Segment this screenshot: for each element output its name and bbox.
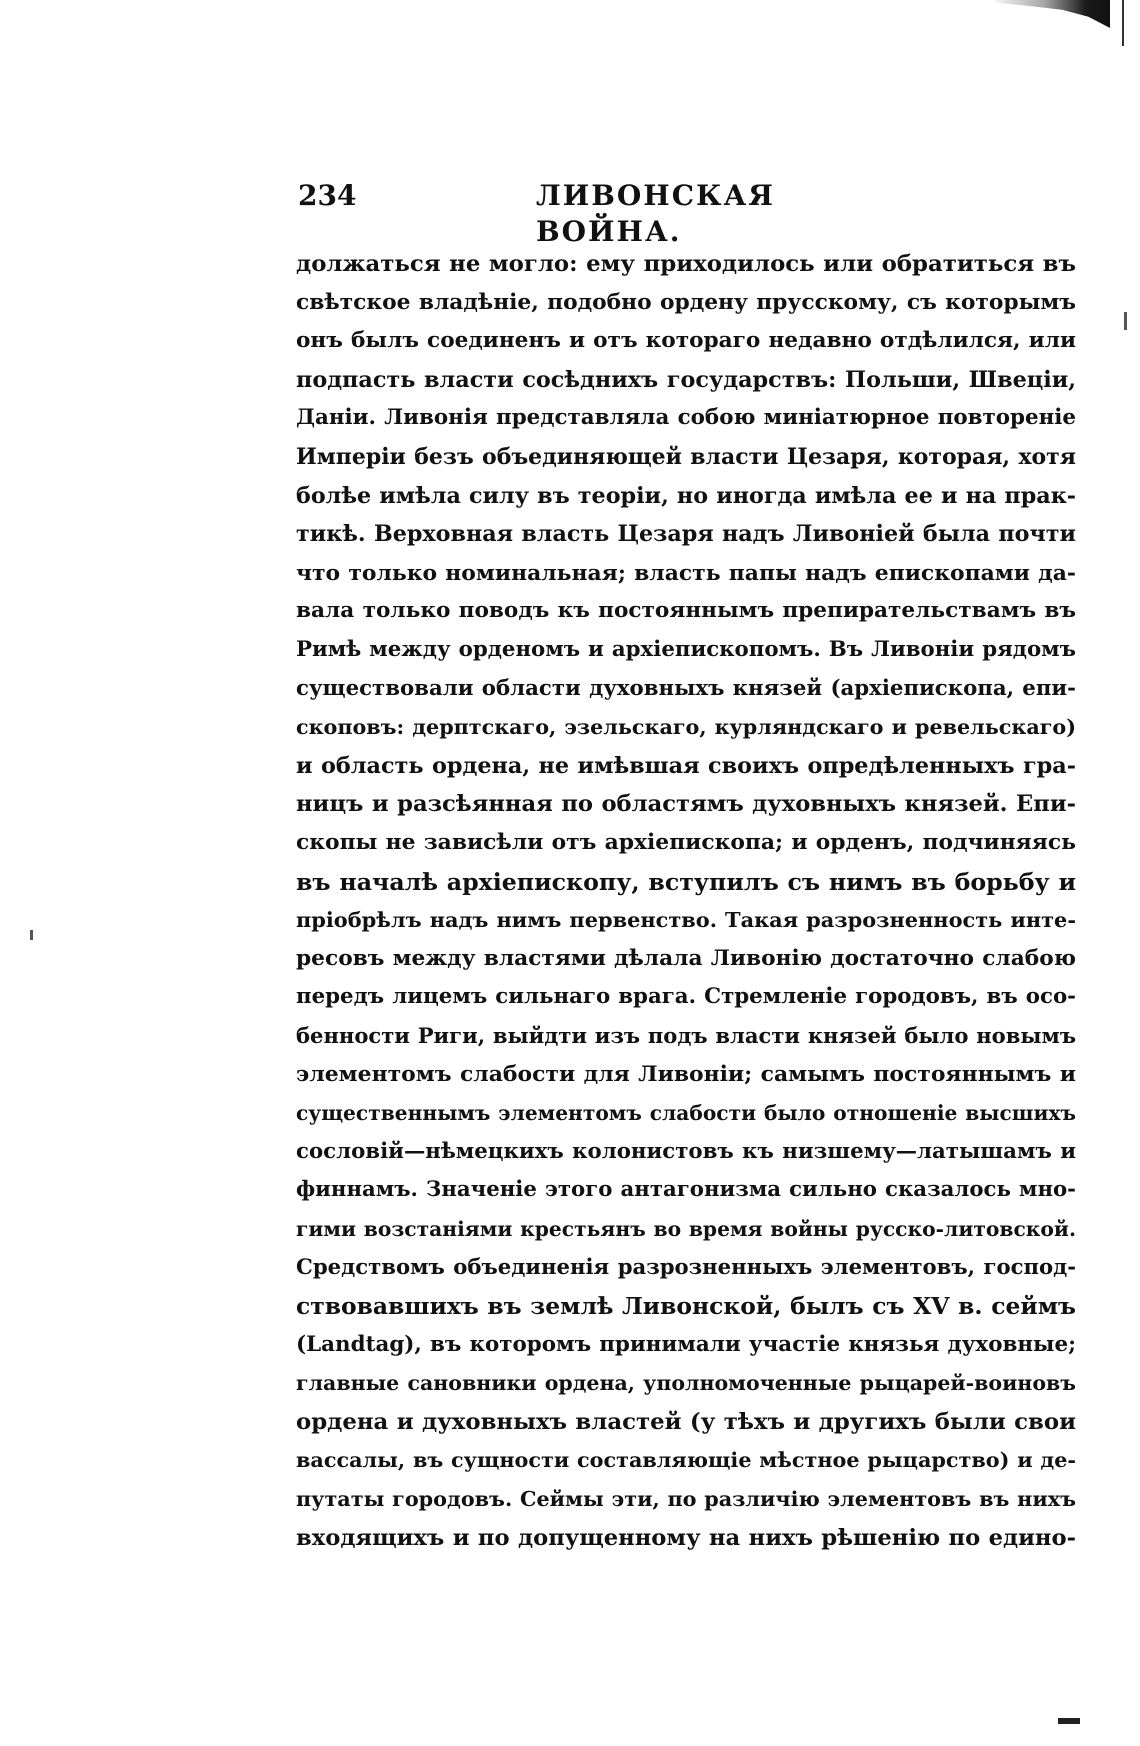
text-line: скоповъ: дерптскаго, эзельскаго, курляндскаго и ревельскаго) <box>296 715 1076 740</box>
scan-artifact <box>1058 1718 1080 1724</box>
text-line: передъ лицемъ сильнаго врага. Стремленіе городовъ, въ осо- <box>296 984 1076 1010</box>
page-number: 234 <box>298 179 357 212</box>
text-line: пріобрѣлъ надъ нимъ первенство. Такая разрозненность инте- <box>296 907 1076 933</box>
page-header <box>298 178 798 248</box>
text-line: свѣтское владѣніе, подобно ордену прусскому, съ которымъ <box>296 289 1076 315</box>
text-line: путаты городовъ. Сеймы эти, по различію элементовъ въ нихъ <box>296 1487 1076 1511</box>
text-line: должаться не могло: ему приходилось или обратиться въ <box>296 251 1076 277</box>
text-line: Имперіи безъ объединяющей власти Цезаря, которая, хотя <box>296 443 1076 470</box>
text-line: Римѣ между орденомъ и архіепископомъ. Въ Ливоніи рядомъ <box>296 636 1076 662</box>
text-line: въ началѣ архіепископу, вступилъ съ нимъ въ борьбу и <box>296 867 1076 896</box>
text-line: существеннымъ элементомъ слабости было отношеніе высшихъ <box>296 1101 1076 1126</box>
running-head: ЛИВОНСКАЯ ВОЙНА. <box>536 179 775 248</box>
text-line: и область ордена, не имѣвшая своихъ опредѣленныхъ гра- <box>296 752 1076 779</box>
scan-speck <box>30 930 33 940</box>
text-line: что только номинальная; власть папы надъ епископами да- <box>296 559 1076 586</box>
text-line: болѣе имѣла силу въ теоріи, но иногда имѣла ее и на прак- <box>296 482 1076 509</box>
text-line: скопы не зависѣли отъ архіепископа; и орденъ, подчиняясь <box>296 829 1076 855</box>
text-line: бенности Риги, выйдти изъ подъ власти князей было новымъ <box>296 1022 1076 1048</box>
text-line: вала только поводъ къ постояннымъ препирательствамъ въ <box>296 598 1076 624</box>
text-line: ницъ и разсѣянная по областямъ духовныхъ князей. Епи- <box>296 791 1076 818</box>
text-line: Средствомъ объединенія разрозненныхъ элементовъ, господ- <box>296 1254 1076 1280</box>
text-line: сословій—нѣмецкихъ колонистовъ къ низшему—латышамъ и <box>296 1138 1076 1164</box>
scan-speck <box>1124 312 1127 330</box>
scan-artifact <box>990 0 1110 28</box>
text-line: онъ былъ соединенъ и отъ котораго недавно отдѣлился, или <box>296 328 1076 354</box>
text-line: подпасть власти сосѣднихъ государствъ: Польши, Швеціи, <box>296 366 1076 393</box>
text-line: Даніи. Ливонія представляла собою миніатюрное повтореніе <box>296 405 1076 431</box>
text-line: ордена и духовныхъ властей (у тѣхъ и другихъ были свои <box>296 1408 1076 1435</box>
text-line: тикѣ. Верховная власть Цезаря надъ Ливоніей была почти <box>296 521 1076 548</box>
text-line: ресовъ между властями дѣлала Ливонію достаточно слабою <box>296 945 1076 971</box>
body-text <box>296 245 1076 1557</box>
text-line: (Landtag), въ которомъ принимали участіе князья духовные; <box>296 1331 1076 1357</box>
text-line: вассалы, въ сущности составляющіе мѣстное рыцарство) и де- <box>296 1448 1076 1473</box>
text-line: существовали области духовныхъ князей (архіепископа, епи- <box>296 675 1076 701</box>
text-line: ствовавшихъ въ землѣ Ливонской, былъ съ XV в. сеймъ <box>296 1292 1076 1321</box>
scan-edge-mark <box>1122 0 1124 46</box>
text-line: элементомъ слабости для Ливоніи; самымъ постояннымъ и <box>296 1061 1076 1088</box>
text-line: гими возстаніями крестьянъ во время войны русско-литовской. <box>296 1216 1076 1241</box>
text-line: главные сановники ордена, уполномоченные рыцарей-воиновъ <box>296 1371 1076 1396</box>
text-line: входящихъ и по допущенному на нихъ рѣшенію по едино- <box>296 1524 1076 1551</box>
text-line: финнамъ. Значеніе этого антагонизма сильно сказалось мно- <box>296 1177 1076 1203</box>
